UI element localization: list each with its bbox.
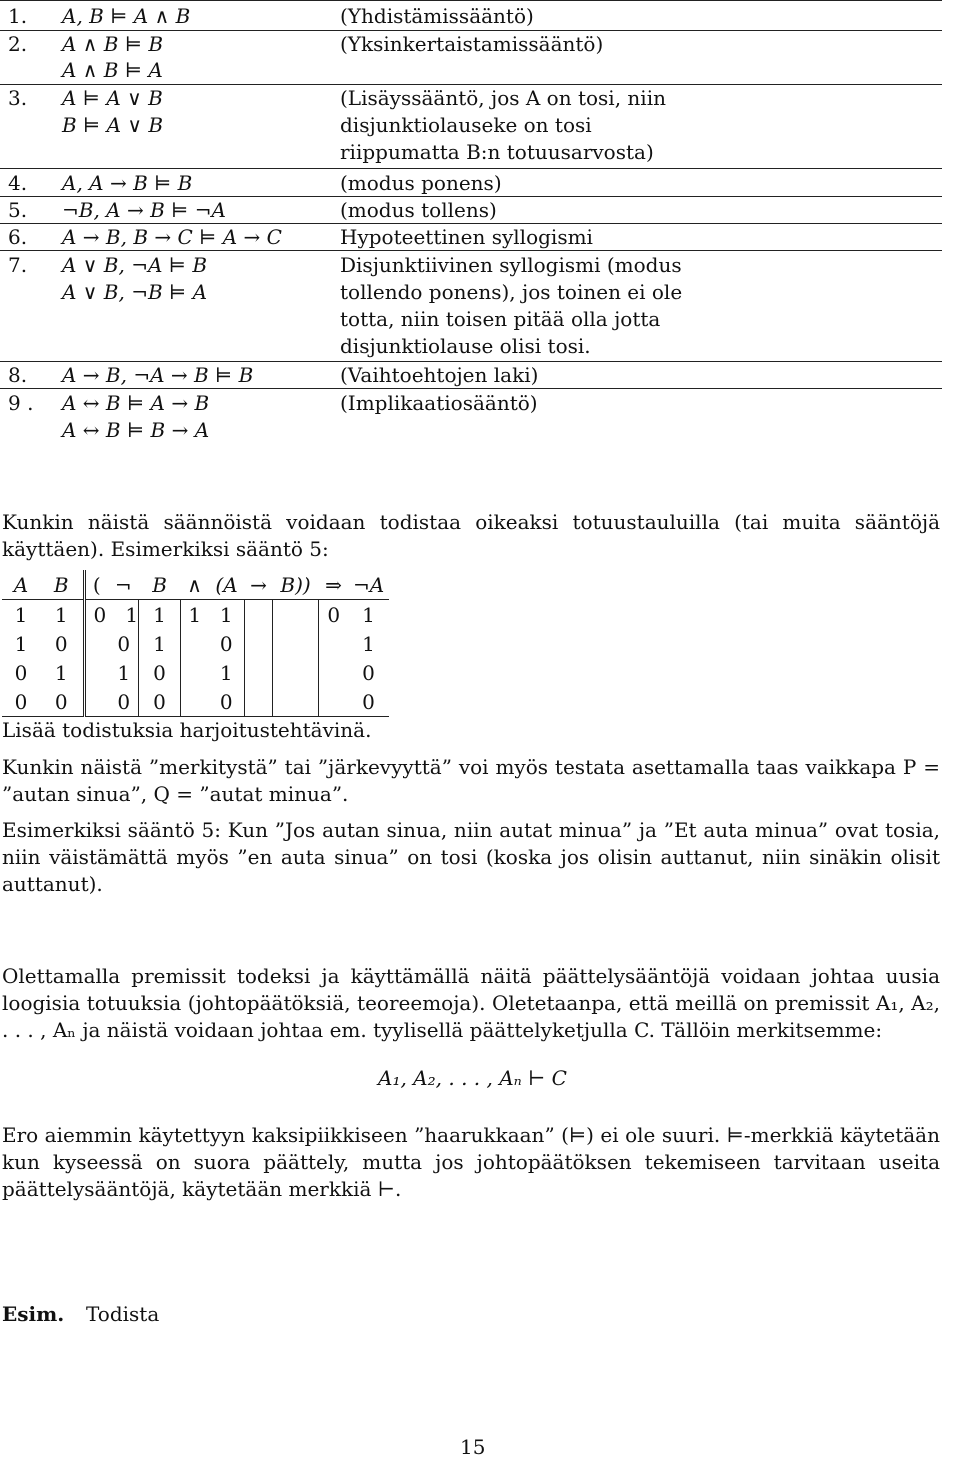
truth-table-row xyxy=(2,687,389,717)
rules-rule xyxy=(0,361,942,362)
rules-rule xyxy=(0,223,942,224)
meaning-paragraph: Kunkin näistä ”merkitystä” tai ”järkevyyttä” voi myös testata asettamalla taas vaikkapa P = ”autan sinua”, Q = ”autat minua”. xyxy=(2,755,940,806)
cell-a: 0 xyxy=(14,660,28,685)
header-cell: ∧ xyxy=(181,570,209,600)
rules-top-rule xyxy=(0,0,942,1)
cell-b: 0 xyxy=(40,629,84,658)
header-cell: A xyxy=(2,570,40,600)
rule-formula: A → B, ¬A → B ⊨ B xyxy=(62,363,254,387)
rule-description: disjunktiolause olisi tosi. xyxy=(340,334,591,358)
rules-rule xyxy=(0,196,942,197)
cell-b-copy: 0 xyxy=(139,687,181,717)
rule-number: 4. xyxy=(8,171,28,195)
rule-description: riippumatta B:n totuusarvosta) xyxy=(340,140,654,164)
rule-description: (Vaihtoehtojen laki) xyxy=(340,363,539,387)
rules-rule xyxy=(0,30,942,31)
cell-not-a: 0 xyxy=(349,687,389,717)
rule-description: (modus ponens) xyxy=(340,171,502,195)
rule-number: 5. xyxy=(8,198,28,222)
page-number: 15 xyxy=(460,1435,486,1459)
cell-a-copy: 1 xyxy=(209,658,245,687)
cell-not-a-prefix xyxy=(319,629,349,658)
cell-and xyxy=(181,629,209,658)
rule-formula: A, A → B ⊨ B xyxy=(62,171,193,195)
cell-and xyxy=(181,687,209,717)
rule-description: (modus tollens) xyxy=(340,198,497,222)
truth-table-row xyxy=(2,658,389,687)
rule-number: 9 . xyxy=(8,391,34,415)
cell-b-copy: 1 xyxy=(139,600,181,630)
truth-table-row xyxy=(2,629,389,658)
header-cell: ⇒ xyxy=(319,570,349,600)
cell-not-b: 0 xyxy=(84,687,139,717)
example-paragraph: Esimerkiksi sääntö 5: Kun ”Jos autan sinua, niin autat minua” ja ”Et auta minua” ovat tosia, niin väistämättä myös ”en auta sinua” on tosi (koska jos olisin auttanut, niin sinäkin olisit auttanut). xyxy=(2,818,940,896)
rule-formula: A ↔ B ⊨ A → B xyxy=(62,391,210,415)
rule-number: 7. xyxy=(8,253,28,277)
cell-implies xyxy=(245,658,273,687)
header-cell: B xyxy=(40,570,84,600)
cell-not-b: 1 xyxy=(84,658,139,687)
intro-paragraph: Kunkin näistä säännöistä voidaan todistaa oikeaksi totuustauluilla (tai muita sääntöjä käyttäen). Esimerkiksi sääntö 5: xyxy=(2,510,940,561)
cell-not-b: 0 xyxy=(84,629,139,658)
rules-rule xyxy=(0,84,942,85)
display-formula: A₁, A₂, . . . , Aₙ ⊢ C xyxy=(378,1066,567,1090)
cell-and xyxy=(181,658,209,687)
cell-not-b: 0 1 xyxy=(84,600,139,630)
rule-formula: ¬B, A → B ⊨ ¬A xyxy=(62,198,226,222)
rule-formula: A ⊨ A ∨ B xyxy=(62,86,163,110)
cell-a-copy: 1 xyxy=(209,600,245,630)
cell-not-a: 1 xyxy=(362,631,375,656)
rule-description: Disjunktiivinen syllogismi (modus xyxy=(340,253,682,277)
cell-a: 0 xyxy=(2,687,40,717)
rules-rule xyxy=(0,388,942,389)
rule-description: tollendo ponens), jos toinen ei ole xyxy=(340,280,683,304)
header-cell: → xyxy=(245,570,273,600)
cell-and: 1 xyxy=(188,602,202,627)
rule-formula: A ∧ B ⊨ B xyxy=(62,32,164,56)
truth-table-header xyxy=(2,570,389,600)
esim-label: Esim. xyxy=(2,1302,65,1326)
rule-number: 8. xyxy=(8,363,28,387)
premises-paragraph: Olettamalla premissit todeksi ja käyttämällä näitä päättelysääntöjä voidaan johtaa uusia loogisia totuuksia (johtopäätöksiä, teoreemoja). Oletetaanpa, että meillä on premissit A₁, A₂, . . . , Aₙ ja näistä voidaan johtaa em. tyylisellä päättelyketjulla C. Tällöin merkitsemme: xyxy=(2,964,940,1042)
header-cell: B)) xyxy=(273,570,319,600)
cell-b-end xyxy=(273,629,319,658)
cell-b-copy: 1 xyxy=(139,629,181,658)
cell-a: 1 xyxy=(14,631,28,656)
rules-rule xyxy=(0,250,942,251)
difference-paragraph: Ero aiemmin käytettyyn kaksipiikkiseen ”haarukkaan” (⊨) ei ole suuri. ⊨-merkkiä käytetään kun kyseessä on suora päättely, mutta jos johtopäätöksen tekemiseen tarvitaan useita päättelysääntöjä, käytetään merkkiä ⊢. xyxy=(2,1123,940,1201)
cell-implies xyxy=(245,687,273,717)
rule-formula: A → B, B → C ⊨ A → C xyxy=(62,225,282,249)
rule-formula: A ∨ B, ¬B ⊨ A xyxy=(62,280,208,304)
header-cell: ¬A xyxy=(349,570,389,600)
cell-not-a-prefix xyxy=(319,687,349,717)
rule-description: Hypoteettinen syllogismi xyxy=(340,225,593,249)
rule-number: 1. xyxy=(8,4,28,28)
rule-formula: A ∧ B ⊨ A xyxy=(62,58,163,82)
truth-table-row xyxy=(2,600,389,630)
cell-a-copy: 0 xyxy=(209,629,245,658)
cell-b: 0 xyxy=(40,687,84,717)
cell-not-a: 0 xyxy=(362,660,375,685)
rule-formula: A ↔ B ⊨ B → A xyxy=(62,418,210,442)
cell-b-end xyxy=(273,600,319,630)
cell-b-copy: 0 xyxy=(139,658,181,687)
rule-description: disjunktiolauseke on tosi xyxy=(340,113,592,137)
cell-b-end xyxy=(273,687,319,717)
cell-not-a: 1 xyxy=(362,602,375,627)
cell-not-a-prefix: 0 xyxy=(327,602,341,627)
header-cell: ¬ xyxy=(108,570,139,600)
cell-implies xyxy=(245,600,273,630)
rule-description: (Implikaatiosääntö) xyxy=(340,391,538,415)
cell-not-a-prefix xyxy=(319,658,349,687)
cell-b-end xyxy=(273,658,319,687)
cell-a: 1 xyxy=(14,602,28,627)
rules-rule xyxy=(0,168,942,169)
cell-a-copy: 0 xyxy=(209,687,245,717)
truth-table xyxy=(2,570,389,717)
rule-formula: B ⊨ A ∨ B xyxy=(62,113,164,137)
header-cell: B xyxy=(139,570,181,600)
rule-description: (Yhdistämissääntö) xyxy=(340,4,534,28)
rule-description: (Yksinkertaistamissääntö) xyxy=(340,32,604,56)
header-cell: ( xyxy=(84,570,108,600)
cell-implies xyxy=(245,629,273,658)
cell-b: 1 xyxy=(40,658,84,687)
rule-formula: A, B ⊨ A ∧ B xyxy=(62,4,191,28)
header-cell: (A xyxy=(209,570,245,600)
esim-text: Todista xyxy=(86,1302,160,1326)
rule-description: (Lisäyssääntö, jos A on tosi, niin xyxy=(340,86,666,110)
rule-number: 3. xyxy=(8,86,28,110)
rule-description: totta, niin toisen pitää olla jotta xyxy=(340,307,661,331)
rule-number: 2. xyxy=(8,32,28,56)
rule-formula: A ∨ B, ¬A ⊨ B xyxy=(62,253,208,277)
rule-number: 6. xyxy=(8,225,28,249)
cell-b: 1 xyxy=(40,600,84,630)
after-table-text: Lisää todistuksia harjoitustehtävinä. xyxy=(2,718,372,742)
